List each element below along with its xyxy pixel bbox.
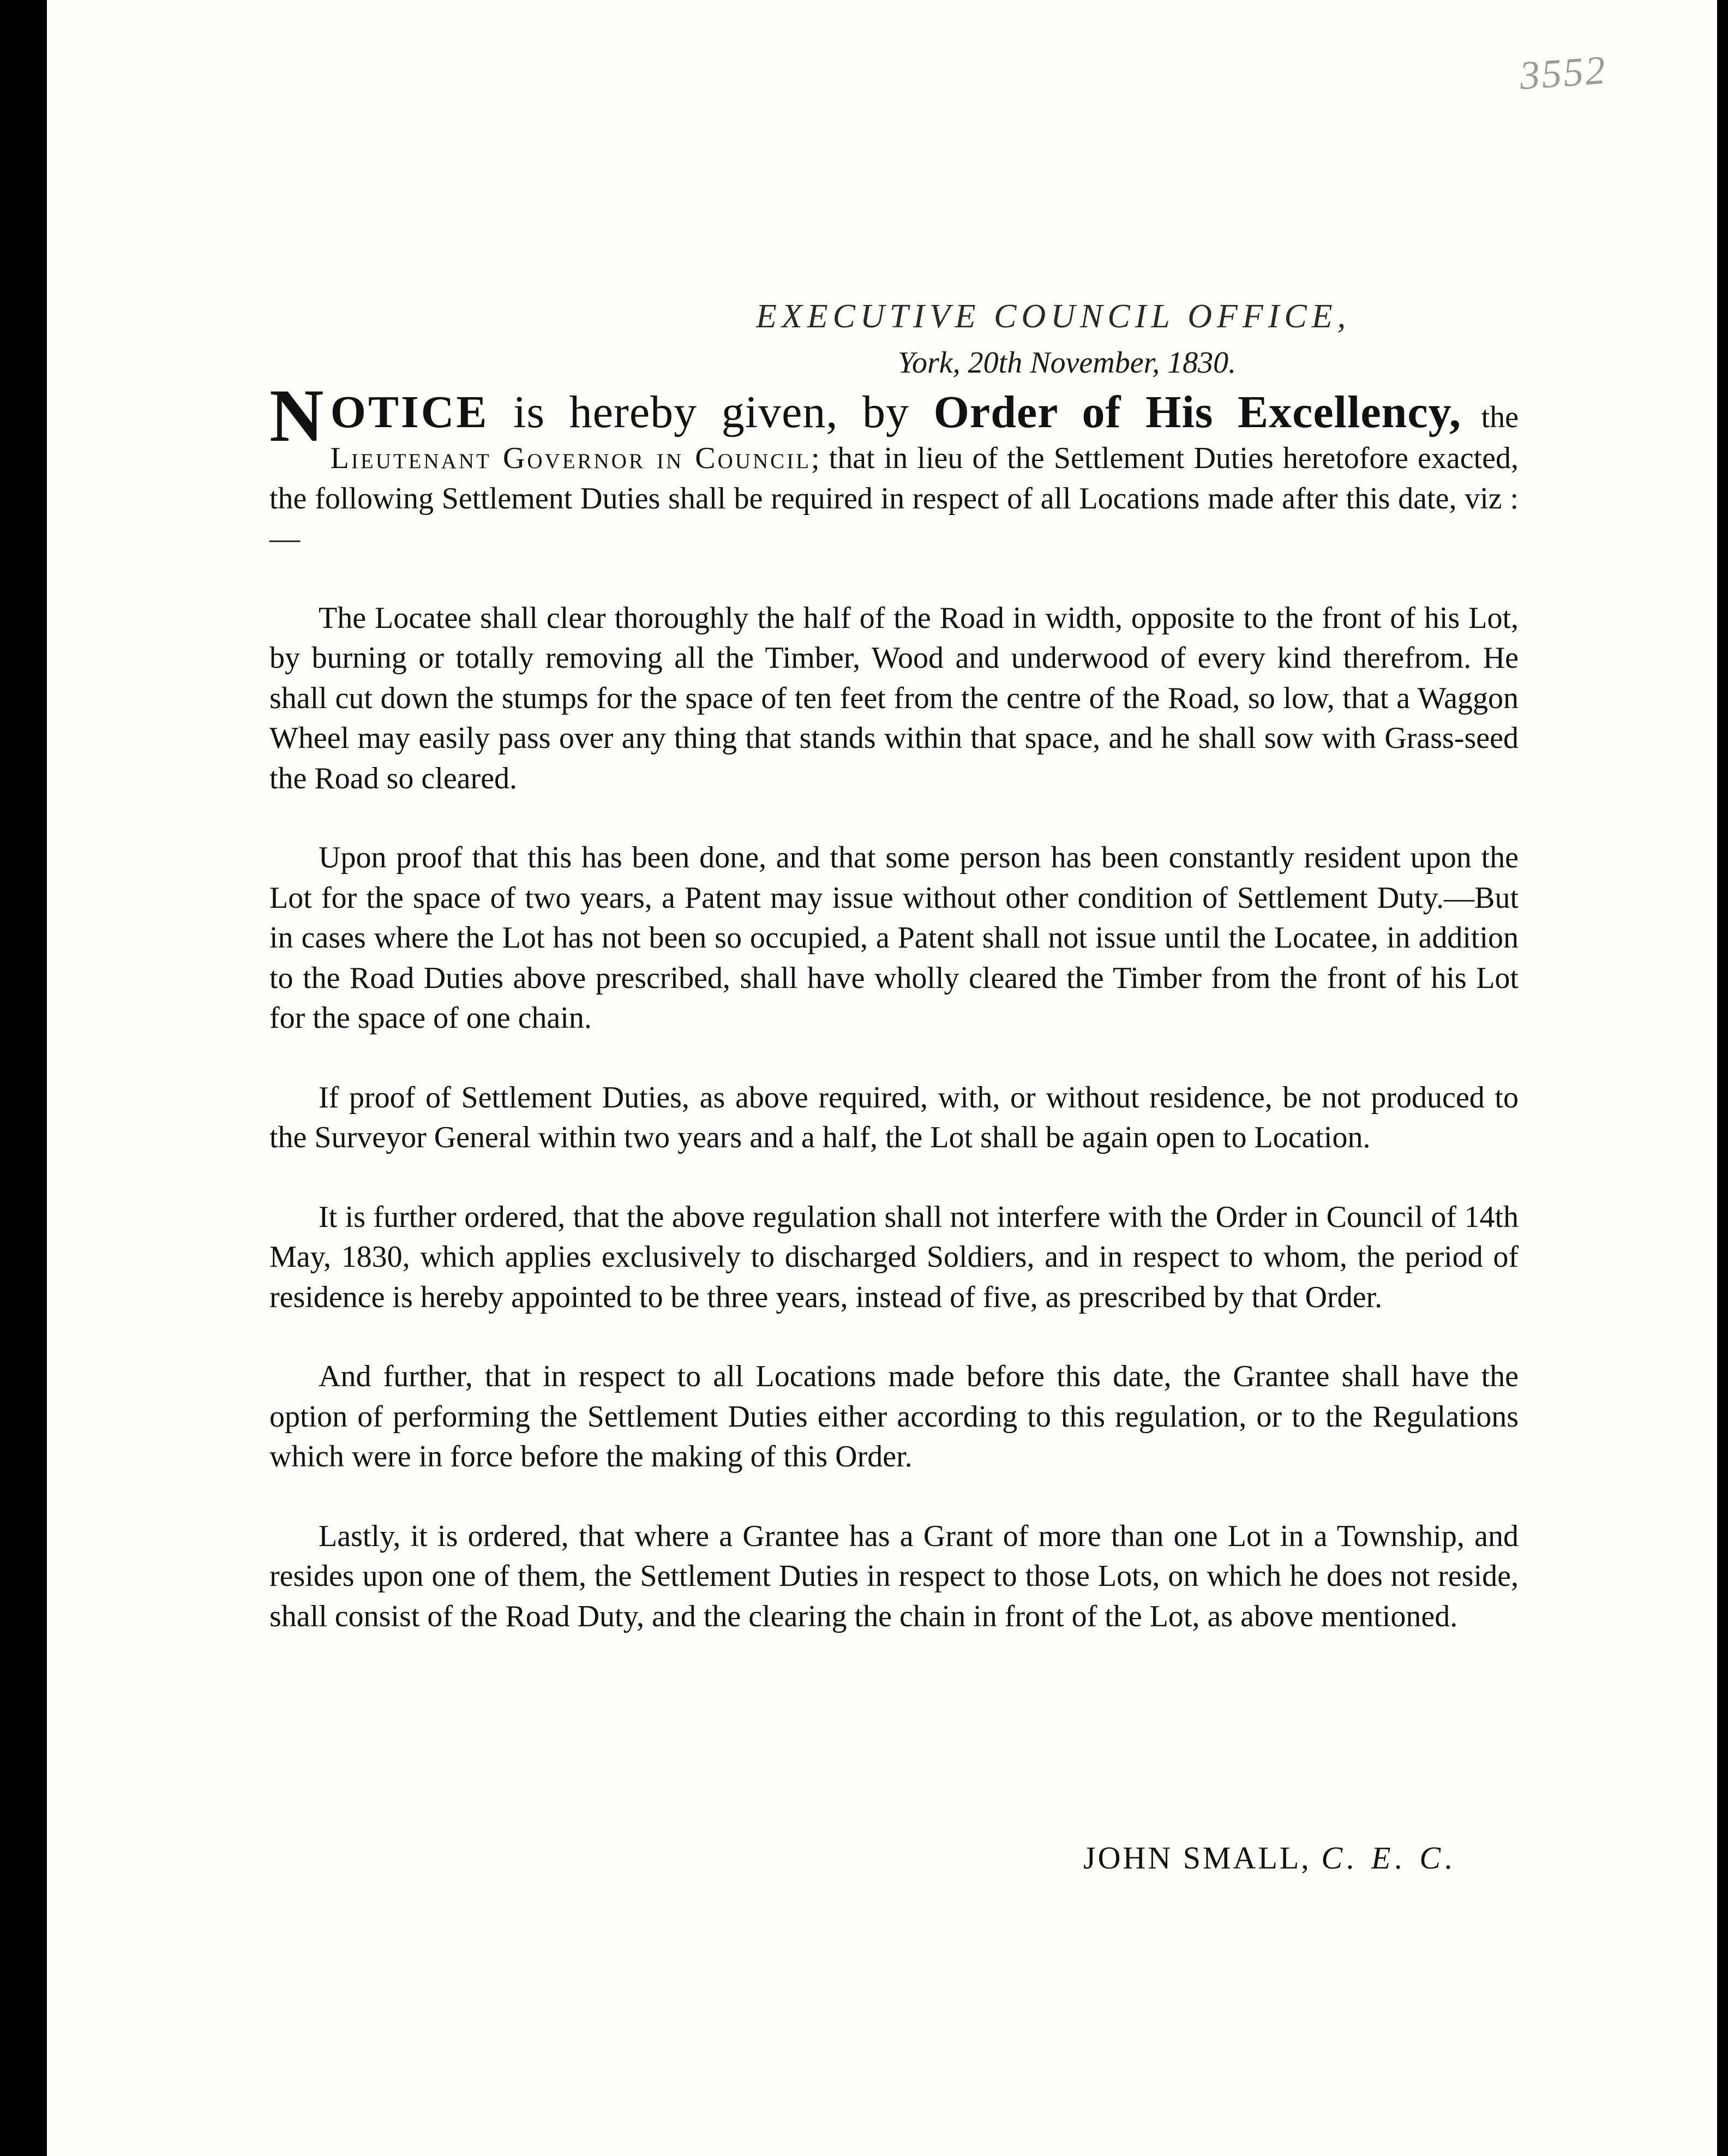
scan-artifact: [47, 0, 50, 3]
office-heading: EXECUTIVE COUNCIL OFFICE,: [756, 298, 1351, 335]
signatory-title: C. E. C.: [1321, 1840, 1457, 1876]
paragraph-road-duties: The Locatee shall clear thoroughly the half of the Road in width, opposite to the front of his Lot, by burning or totally removing all the Timber, Wood and underwood of every kind therefrom. He shall cut down the stumps for the space of ten feet from the centre of the Road, so low, that a Waggon Wheel may easily pass over any thing that stands within that space, and he shall sow with Grass-seed the Road so cleared.: [269, 601, 1519, 795]
notice-lead-paragraph: [269, 374, 1519, 559]
paragraph-discharged-soldiers: It is further ordered, that the above regulation shall not interfere with the Order in Council of 14th May, 1830, which applies exclusively to discharged Soldiers, and in respect to whom, the period of residence is hereby appointed to be three years, instead of five, as prescribed by that Order.: [269, 1200, 1519, 1314]
paragraph-multiple-lots: Lastly, it is ordered, that where a Grantee has a Grant of more than one Lot in a Township, and resides upon one of them, the Settlement Duties in respect to those Lots, on which he does not reside, shall consist of the Road Duty, and the clearing the chain in front of the Lot, as above mentioned.: [269, 1519, 1519, 1633]
archive-number: 3552: [1518, 47, 1609, 99]
place-date: York, 20th November, 1830.: [898, 346, 1237, 380]
lieutenant-governor-in-council: Lieutenant Governor in Council: [330, 441, 811, 475]
notice-heading: [269, 374, 1461, 457]
paragraph-prior-locations: And further, that in respect to all Locations made before this date, the Grantee shall have the option of performing the Settlement Duties either according to this regulation, or to the Regulations which were in force before the making of this Order.: [269, 1360, 1519, 1474]
notice-heading-part-1: is hereby given, by: [513, 387, 909, 438]
notice-heading-part-2: Order of His Excellency,: [933, 387, 1461, 438]
drop-cap: N: [269, 374, 323, 457]
paragraph-proof-deadline: If proof of Settlement Duties, as above required, with, or without residence, be not produced to the Surveyor General within two years and a half, the Lot shall be again open to Location.: [269, 1080, 1519, 1154]
intro-pre: the: [1481, 400, 1519, 434]
intro-post: ; that in lieu of the Settlement Duties heretofore exacted, the following Settlement Duties shall be required in respect of all Locations made after this date, viz :—: [269, 441, 1519, 555]
paragraph-patent-conditions: Upon proof that this has been done, and that some person has been constantly resident upon the Lot for the space of two years, a Patent may issue without other condition of Settlement Duty.—But in cases where the Lot has not been so occupied, a Patent shall not issue until the Locatee, in addition to the Road Duties above prescribed, shall have wholly cleared the Timber from the front of his Lot for the space of one chain.: [269, 841, 1519, 1035]
notice-body: [269, 374, 1519, 1637]
notice-heading-word: OTICE: [330, 387, 489, 438]
document-page: [47, 0, 1717, 2156]
signature: [1083, 1840, 1457, 1876]
signatory-name: JOHN SMALL,: [1083, 1840, 1311, 1876]
